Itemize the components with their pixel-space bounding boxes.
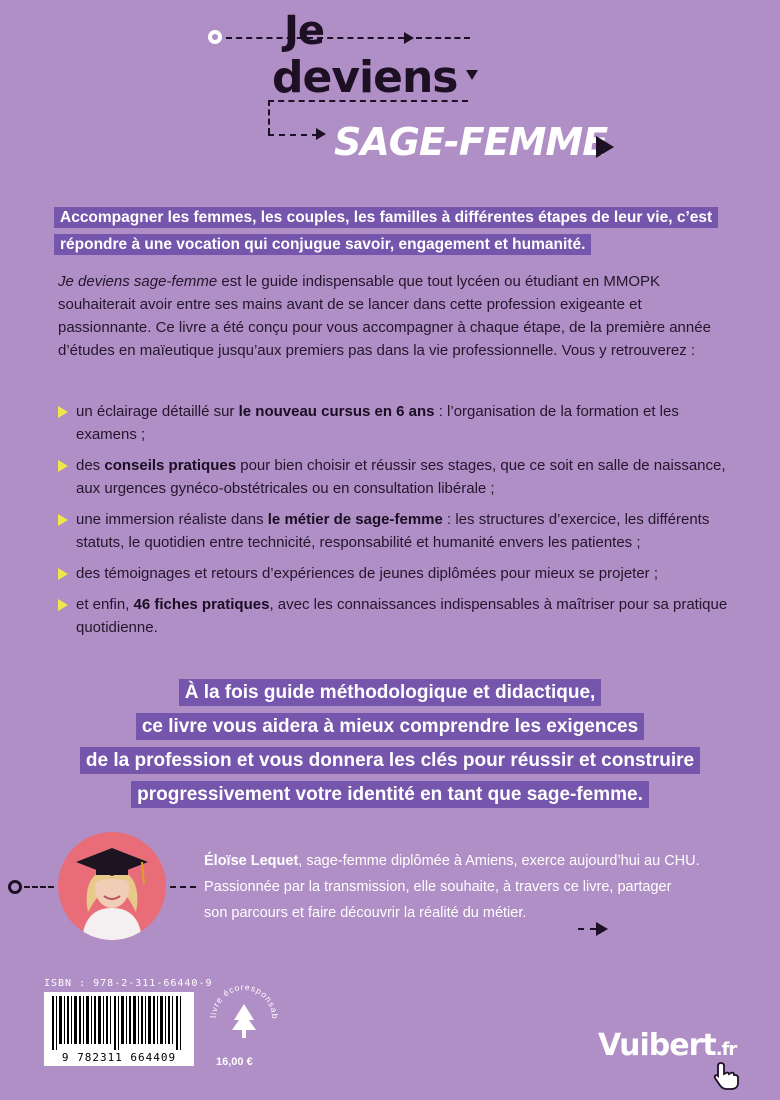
intro-highlight xyxy=(54,204,734,258)
author-avatar xyxy=(58,832,166,940)
path-start-ring-icon xyxy=(208,30,222,44)
title-deviens: deviens xyxy=(272,52,458,103)
author-bio: Éloïse Lequet, sage-femme diplômée à Amiens, exerce aujourd’hui au CHU. Passionnée par la transmission, elle souhaite, à travers ce livre, partager son parcours et faire découvrir la réalité du métier. xyxy=(204,853,700,921)
eco-badge-text: livre écoresponsab xyxy=(207,981,281,1020)
conclusion-line-4: progressivement votre identité en tant que sage-femme. xyxy=(131,781,649,808)
description-paragraph xyxy=(58,270,728,362)
bullet-arrow-icon xyxy=(58,568,68,580)
price: 16,00 € xyxy=(216,1056,253,1068)
publisher-logo xyxy=(598,1028,736,1063)
author-path-ring-icon xyxy=(8,880,22,894)
path-arrow-icon xyxy=(404,32,414,44)
conclusion-line-1: À la fois guide méthodologique et didactique, xyxy=(179,679,602,706)
conclusion-line-3: de la profession et vous donnera les clés pour réussir et construire xyxy=(80,747,700,774)
bullet-arrow-icon xyxy=(58,599,68,611)
author-path-dash-left xyxy=(24,886,54,888)
author-end-arrow-icon xyxy=(596,922,608,936)
author-name: Éloïse Lequet xyxy=(204,853,299,869)
barcode-digits: 9 782311 664409 xyxy=(61,1051,177,1064)
hand-cursor-icon xyxy=(712,1060,740,1090)
publisher-tld: .fr xyxy=(715,1039,737,1060)
path-dash-bottom xyxy=(268,134,318,136)
isbn-label: ISBN : 978-2-311-66440-9 xyxy=(44,978,213,989)
conclusion-highlight xyxy=(40,676,740,812)
list-item: des conseils pratiques pour bien choisir et réussir ses stages, que ce soit en salle de naissance, aux urgences gynéco-obstétricales ou en consultation libérale ; xyxy=(58,454,728,500)
publisher-name: Vuibert xyxy=(598,1028,716,1063)
conclusion-line-2: ce livre vous aidera à mieux comprendre les exigences xyxy=(136,713,644,740)
author-path-dash-right xyxy=(170,886,196,888)
tree-icon xyxy=(204,978,284,1058)
book-title-italic: Je deviens sage-femme xyxy=(58,273,218,290)
bullet-arrow-icon xyxy=(58,460,68,472)
title-je: Je xyxy=(284,8,325,54)
bullet-arrow-icon xyxy=(58,406,68,418)
author-end-dash xyxy=(578,928,596,930)
title-end-arrow-icon xyxy=(596,136,614,158)
path-arrow-down-icon xyxy=(466,70,478,80)
title-sage-femme: SAGE-FEMME xyxy=(334,120,608,164)
path-dash-left xyxy=(268,100,270,134)
author-portrait-icon xyxy=(58,832,166,940)
bullet-arrow-icon xyxy=(58,514,68,526)
eco-badge xyxy=(204,978,284,1058)
path-dash-right xyxy=(416,37,470,39)
intro-text: Accompagner les femmes, les couples, les familles à différentes étapes de leur vie, c’est répondre à une vocation qui conjugue savoir, engagement et humanité. xyxy=(54,207,718,255)
list-item: et enfin, 46 fiches pratiques, avec les connaissances indispensables à maîtriser pour sa pratique quotidienne. xyxy=(58,593,728,639)
list-item: un éclairage détaillé sur le nouveau cursus en 6 ans : l’organisation de la formation et les examens ; xyxy=(58,400,728,446)
path-arrow-icon xyxy=(316,128,326,140)
path-dash-mid xyxy=(268,100,468,102)
list-item: une immersion réaliste dans le métier de sage-femme : les structures d’exercice, les différents statuts, le quotidien entre technicité, responsabilité et humanité envers les patientes ; xyxy=(58,508,728,554)
barcode-bars-icon xyxy=(44,992,194,1052)
feature-list xyxy=(58,400,728,647)
description-text: est le guide indispensable que tout lycéen ou étudiant en MMOPK souhaiterait avoir entre ses mains avant de se lancer dans cette profession exigeante et passionnante. Ce livre a été conçu pour vous accompagner à chaque étape, de la première année d’études en maïeutique jusqu’aux premiers pas dans la vie professionnelle. Vous y retrouverez : xyxy=(58,273,711,359)
barcode xyxy=(44,992,194,1066)
list-item: des témoignages et retours d’expériences de jeunes diplômées pour mieux se projeter ; xyxy=(58,562,728,585)
